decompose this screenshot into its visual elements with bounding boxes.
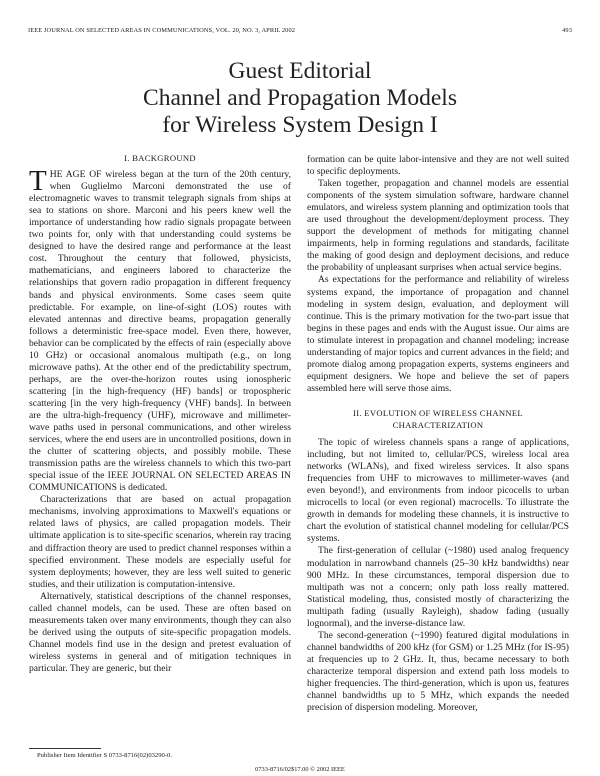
paragraph: formation can be quite labor-intensive and they are not well suited to specific deployments. — [307, 154, 569, 178]
footnote-rule — [29, 748, 101, 749]
right-column — [307, 154, 569, 714]
running-head — [28, 27, 572, 37]
section-heading-background: I. BACKGROUND — [124, 153, 196, 163]
paragraph: Taken together, propagation and channel models are essential components of the system simulation software, hardware channel emulators, and wireless system planning and optimization tools that are used throughout the development/deployment process. They support the development of methods for mitigating channel impairments, help in forming regulations and standards, facilitate the making of good design and deployment decisions, and reduce the probability of unpleasant surprises when actual service begins. — [307, 178, 569, 274]
section-heading-evolution: II. EVOLUTION OF WIRELESS CHANNEL CHARACTERIZATION — [353, 407, 523, 430]
title-line-1: Guest Editorial — [228, 58, 372, 84]
publisher-identifier: Publisher Item Identifier S 0733-8716(02)03290-0. — [37, 752, 172, 759]
left-column — [29, 152, 291, 675]
paragraph: The topic of wireless channels spans a range of applications, including, but not limited to, cellular/PCS, wireless local area networks (WLANs), and fixed wireless services. It also spans frequencies from UHF to microwaves to millimeter-waves (and even beyond!), and environments from indoor picocells to urban microcells to local (or even regional) macrocells. To illustrate the growth in demands for modeling these channels, it is instructive to chart the evolution of statistical channel modeling for cellular/PCS systems. — [307, 437, 569, 545]
paragraph-text: HE AGE OF wireless began at the turn of the 20th century, when Guglielmo Marconi demonstrated the use of electromagnetic waves to transmit telegraph signals from ships at sea to stations on shore. Marconi and his peers knew well the importance of understanding how radio signals propagate between two points for, only with that understanding could systems be designed to have the desired range and performance at the least cost. Throughout the century that followed, physicists, mathematicians, and engineers labored to characterize the relationships that govern radio propagation in different frequency bands and physical environments. Some cases seem quite predictable. For example, on line-of-sight (LOS) routes with elevated antennas and directive beams, propagation generally follows a deterministic free-space model. Even there, however, behavior can be complicated by the effects of rain (especially above 10 GHz) or occasional anomalous multipath (e.g., on long microwave paths). At the other end of the predictability spectrum, perhaps, are the over-the-horizon routes using ionospheric scattering [in the high-frequency (HF) bands] or tropospheric scattering [in the very high-frequency (VHF) bands]. In between are the ultra-high-frequency (UHF), microwave and millimeter-wave paths used in personal communications, and other wireless services, where the end users are in uncontrolled positions, down in the clutter of scattering objects, and possibly mobile. These transmission paths are the wireless channels to which this two-part special issue of the IEEE JOURNAL ON SELECTED AREAS IN COMMUNICATIONS is dedicated. — [29, 169, 291, 494]
paragraph: Alternatively, statistical descriptions of the channel responses, called channel models, can be used. These are often based on measurements taken over many environments, though they can also be derived using the outputs of site-specific propagation models. Channel models find use in the design and pretest evaluation of wireless systems in general and of mitigation techniques in particular. They are generic, but their — [29, 590, 291, 674]
page-number: 493 — [562, 27, 572, 34]
title-line-3: for Wireless System Design I — [162, 112, 438, 138]
article-title — [0, 58, 600, 139]
paragraph: The first-generation of cellular (~1980) used analog frequency modulation in narrowband channels (25–30 kHz bandwidths) near 900 MHz. In these circumstances, temporal dispersion due to multipath was not a concern; only path loss really mattered. Statistical modeling, thus, consisted mostly of characterizing the multipath fading (usually Rayleigh), shadow fading (usually lognormal), and the inverse-distance law. — [307, 545, 569, 629]
paragraph: Characterizations that are based on actual propagation mechanisms, involving approximations to Maxwell's equations or related laws of physics, are called propagation models. Their ultimate application is to site-specific scenarios, wherein ray tracing and diffraction theory are used to predict channel responses within a specified environment. These models are especially useful for system deployments; however, they are less well suited to generic studies, and their utilization is computation-intensive. — [29, 494, 291, 590]
title-line-2: Channel and Propagation Models — [143, 85, 457, 111]
journal-name: IEEE JOURNAL ON SELECTED AREAS IN COMMUNICATIONS, VOL. 20, NO. 3, APRIL 2002 — [28, 27, 296, 34]
paragraph: The second-generation (~1990) featured digital modulations in channel bandwidths of 200 kHz (for GSM) or 1.25 MHz (for IS-95) at frequencies up to 2 GHz. It, thus, became necessary to both characterize temporal dispersion and extend path loss models to higher frequencies. The third-generation, which is upon us, features channel bandwidths up to 5 MHz, which expands the needed precision of dispersion modeling. Moreover, — [307, 629, 569, 714]
paragraph: As expectations for the performance and reliability of wireless systems expand, the importance of propagation and channel modeling in system design, evaluation, and deployment will continue. This is the primary motivation for the two-part issue that begins in these pages and ends with the August issue. Our aims are to stimulate interest in propagation and channel modeling; increase understanding of major topics and current advances in the field; and promote dialog among propagation experts, systems engineers and equipment designers. We hope and believe the set of papers assembled here will serve those aims. — [307, 274, 569, 394]
copyright-footer: 0733-8716/02$17.00 © 2002 IEEE — [255, 766, 345, 773]
drop-cap: T — [29, 165, 47, 198]
paragraph — [29, 165, 291, 494]
